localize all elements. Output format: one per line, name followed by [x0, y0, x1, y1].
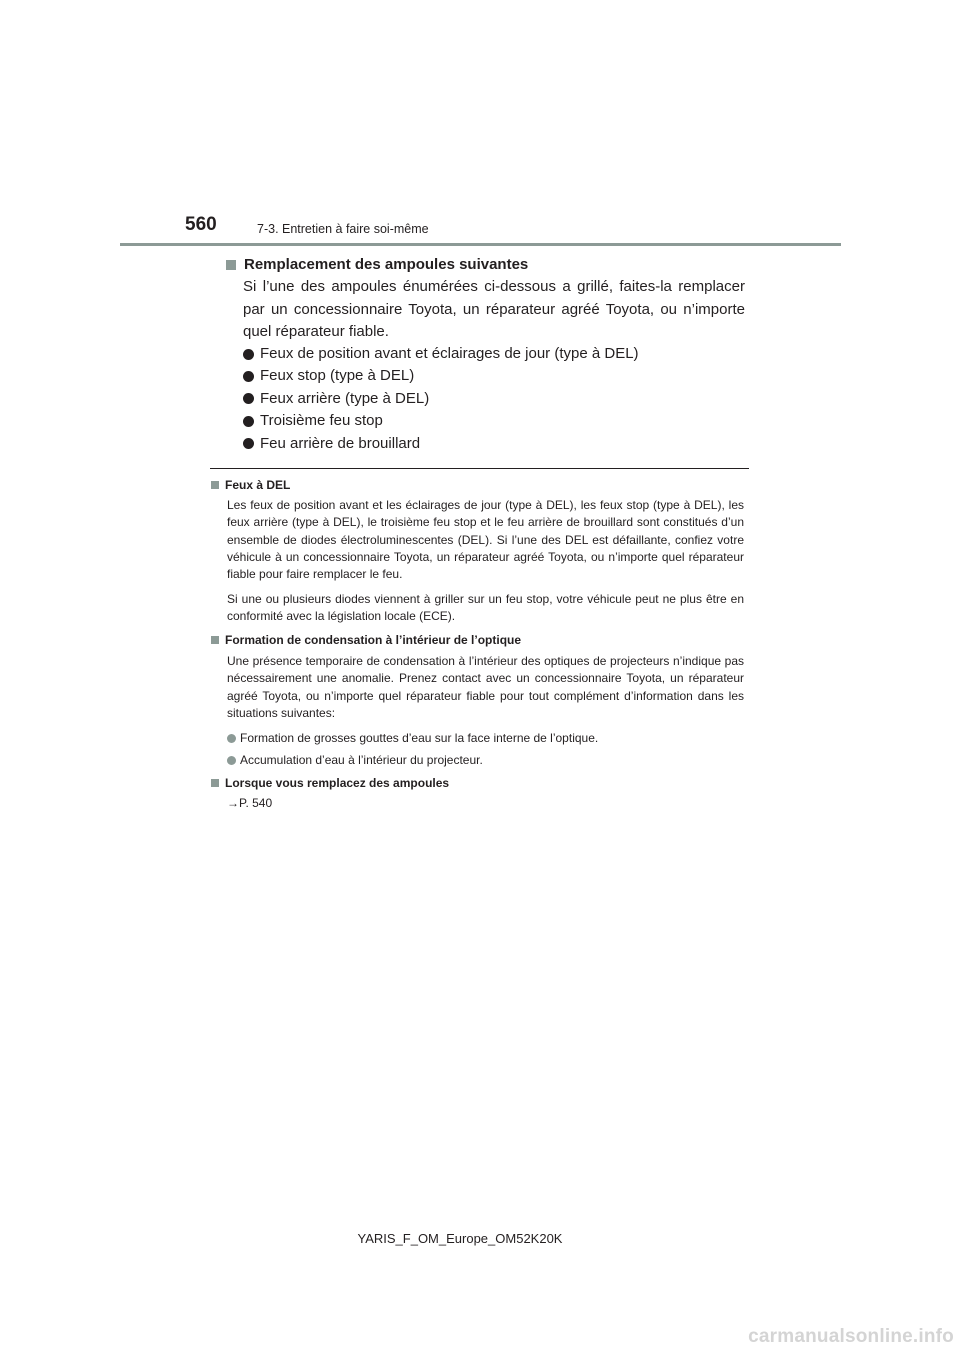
note-heading-condensation: Formation de condensation à l’intérieur de l’optique	[211, 633, 521, 647]
condensation-item: Formation de grosses gouttes d’eau sur la face interne de l’optique.	[227, 731, 598, 745]
header-rule	[120, 243, 841, 246]
bullet-dot-icon	[243, 438, 254, 449]
list-item: Feux de position avant et éclairages de jour (type à DEL)	[243, 343, 639, 365]
watermark: carmanualsonline.info	[748, 1326, 954, 1347]
main-heading-text: Remplacement des ampoules suivantes	[244, 256, 529, 273]
note-heading-led: Feux à DEL	[211, 478, 290, 492]
main-heading	[226, 256, 528, 273]
bulb-list	[243, 343, 639, 455]
footer-doc-id: YARIS_F_OM_Europe_OM52K20K	[357, 1231, 563, 1246]
square-bullet-icon	[211, 779, 219, 787]
main-paragraph: Si l’une des ampoules énumérées ci-dessous a grillé, faites-la remplacer par un concessionnaire Toyota, un réparateur agréé Toyota, ou n’importe quel réparateur fiable.	[243, 278, 745, 341]
condensation-item: Accumulation d’eau à l’intérieur du projecteur.	[227, 753, 483, 767]
note-paragraph-led-1: Les feux de position avant et les éclairages de jour (type à DEL), les feux stop (type à DEL), les feux arrière (type à DEL), le troisième feu stop et le feu arrière de brouillard sont constitués d’un ensemble de diodes électroluminescentes (DEL). Si l’une des DEL est défaillante, confiez votre véhicule à un concessionnaire Toyota, un réparateur agréé Toyota, ou n’importe quel réparateur fiable pour faire remplacer le feu.	[227, 498, 744, 582]
bullet-dot-icon	[243, 416, 254, 427]
bullet-dot-icon	[243, 371, 254, 382]
square-bullet-icon	[211, 636, 219, 644]
list-item: Feu arrière de brouillard	[243, 433, 639, 455]
square-bullet-icon	[226, 260, 236, 270]
list-item: Troisième feu stop	[243, 410, 639, 432]
page-number: 560	[185, 214, 217, 235]
list-item: Feux arrière (type à DEL)	[243, 388, 639, 410]
bullet-dot-icon	[227, 756, 236, 765]
bullet-dot-icon	[227, 734, 236, 743]
note-paragraph-condensation: Une présence temporaire de condensation à l’intérieur des optiques de projecteurs n’indique pas nécessairement une anomalie. Prenez contact avec un concessionnaire Toyota, un réparateur agréé Toyota, ou n’importe quel réparateur fiable pour tout complément d’information dans les situations suivantes:	[227, 654, 744, 720]
bullet-dot-icon	[243, 393, 254, 404]
page-reference-link[interactable]: →P. 540	[227, 796, 273, 810]
note-heading-replacing: Lorsque vous remplacez des ampoules	[211, 776, 449, 790]
notes-divider	[210, 468, 749, 469]
note-paragraph-led-2: Si une ou plusieurs diodes viennent à griller sur un feu stop, votre véhicule peut ne plus être en conformité avec la législation locale (ECE).	[227, 592, 744, 624]
section-title: 7-3. Entretien à faire soi-même	[257, 222, 429, 236]
bullet-dot-icon	[243, 349, 254, 360]
list-item: Feux stop (type à DEL)	[243, 365, 639, 387]
square-bullet-icon	[211, 481, 219, 489]
